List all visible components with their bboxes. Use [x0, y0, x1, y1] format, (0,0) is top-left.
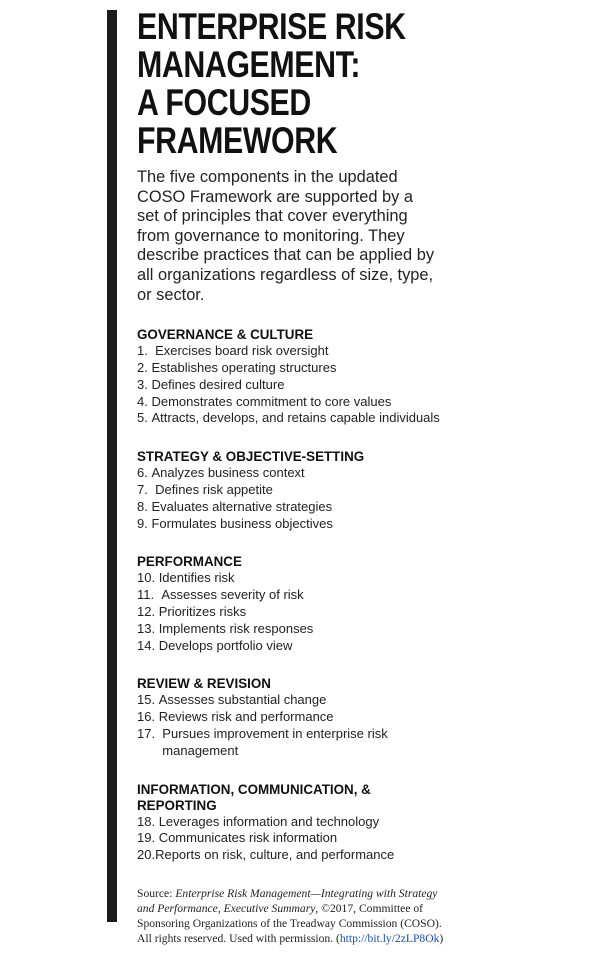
item-text: Defines desired culture	[151, 376, 285, 392]
sidebar-article	[137, 8, 577, 957]
item-text: Evaluates alternative strategies	[151, 498, 333, 514]
principle-list	[137, 692, 577, 759]
list-item	[137, 516, 577, 533]
list-item	[137, 394, 577, 411]
list-item	[137, 482, 577, 499]
item-number: 5.	[137, 410, 152, 426]
list-item	[137, 343, 577, 360]
intro-paragraph: The five components in the updated COSO Framework are supported by a set of principles that cover everything from governance to monitoring. They describe practices that can be applied by all organizations regardless of size, type, or sector.	[137, 168, 435, 304]
item-text: Leverages information and technology	[158, 813, 380, 829]
item-number: 10.	[137, 570, 159, 586]
source-closing: )	[439, 931, 444, 945]
item-text: Develops portfolio view	[158, 637, 293, 653]
list-item	[137, 465, 577, 482]
item-text: Formulates business objectives	[151, 515, 333, 531]
list-item	[137, 709, 577, 726]
section-review-revision	[137, 676, 577, 759]
list-item	[137, 726, 397, 760]
source-label: Source:	[137, 886, 176, 900]
item-text: Reports on risk, culture, and performance	[155, 847, 395, 863]
source-title: Enterprise Risk Management—Integrating with Strategy and Performance, Executive Summary	[137, 886, 438, 915]
item-number: 15.	[137, 692, 159, 708]
list-item	[137, 814, 577, 831]
item-number: 4.	[137, 393, 152, 409]
item-text: Identifies risk	[158, 570, 235, 586]
item-number: 13.	[137, 620, 159, 636]
list-item	[137, 604, 577, 621]
list-item	[137, 692, 577, 709]
item-number: 9.	[137, 515, 152, 531]
principle-list	[137, 343, 577, 427]
title-line: MANAGEMENT:	[137, 44, 361, 85]
item-text: Prioritizes risks	[158, 603, 247, 619]
item-number: 1.	[137, 343, 156, 359]
section-heading: PERFORMANCE	[137, 554, 242, 570]
item-text: Demonstrates commitment to core values	[151, 393, 392, 409]
list-item	[137, 410, 577, 427]
principle-list	[137, 570, 577, 654]
list-item	[137, 587, 577, 604]
section-strategy-objective-setting	[137, 449, 577, 532]
principle-list	[137, 814, 577, 864]
item-number: 2.	[137, 359, 152, 375]
section-heading: GOVERNANCE & CULTURE	[137, 327, 314, 343]
article-title	[137, 8, 432, 160]
side-accent-bar	[107, 10, 117, 922]
item-number: 12.	[137, 603, 159, 619]
item-text: Reviews risk and performance	[158, 709, 334, 725]
item-text: Assesses substantial change	[158, 692, 327, 708]
item-text: Attracts, develops, and retains capable individuals	[151, 410, 440, 426]
item-text: Analyzes business context	[151, 465, 305, 481]
section-governance-culture	[137, 327, 577, 427]
title-line: FRAMEWORK	[137, 120, 338, 161]
list-item	[137, 830, 577, 847]
section-performance	[137, 554, 577, 654]
item-number: 20.	[137, 847, 156, 863]
list-item	[137, 621, 577, 638]
item-text: Exercises board risk oversight	[155, 343, 329, 359]
source-text: , ©2017, Committee of Sponsoring Organizations of the Treadway Commission (COSO). All rights reserved. Used with permission. (	[137, 901, 442, 945]
section-heading: INFORMATION, COMMUNICATION, & REPORTING	[137, 781, 371, 813]
item-number: 8.	[137, 498, 152, 514]
item-number: 18.	[137, 813, 159, 829]
item-number: 7.	[137, 481, 156, 497]
list-item	[137, 360, 577, 377]
list-item	[137, 377, 577, 394]
title-line: ENTERPRISE RISK	[137, 6, 406, 47]
principle-list	[137, 465, 577, 532]
item-text: Establishes operating structures	[151, 359, 337, 375]
item-text: Communicates risk information	[158, 830, 338, 846]
source-link[interactable]: http://bit.ly/2zLP8Ok	[339, 931, 440, 945]
list-item	[137, 847, 577, 864]
item-number: 14.	[137, 637, 159, 653]
item-number: 6.	[137, 465, 152, 481]
item-text: Implements risk responses	[158, 620, 314, 636]
item-text: Pursues improvement in enterprise risk management	[162, 725, 388, 758]
section-heading: STRATEGY & OBJECTIVE-SETTING	[137, 449, 365, 465]
item-text: Defines risk appetite	[155, 481, 273, 497]
title-line: A FOCUSED	[137, 82, 311, 123]
item-text: Assesses severity of risk	[161, 587, 304, 603]
list-item	[137, 499, 577, 516]
item-number: 16.	[137, 709, 159, 725]
item-number: 19.	[137, 830, 159, 846]
section-information-communication-reporting	[137, 782, 577, 864]
item-number: 17.	[137, 725, 163, 741]
section-heading: REVIEW & REVISION	[137, 676, 271, 692]
list-item	[137, 570, 577, 587]
item-number: 11.	[137, 587, 162, 603]
item-number: 3.	[137, 376, 152, 392]
list-item	[137, 638, 577, 655]
source-citation	[137, 886, 457, 946]
